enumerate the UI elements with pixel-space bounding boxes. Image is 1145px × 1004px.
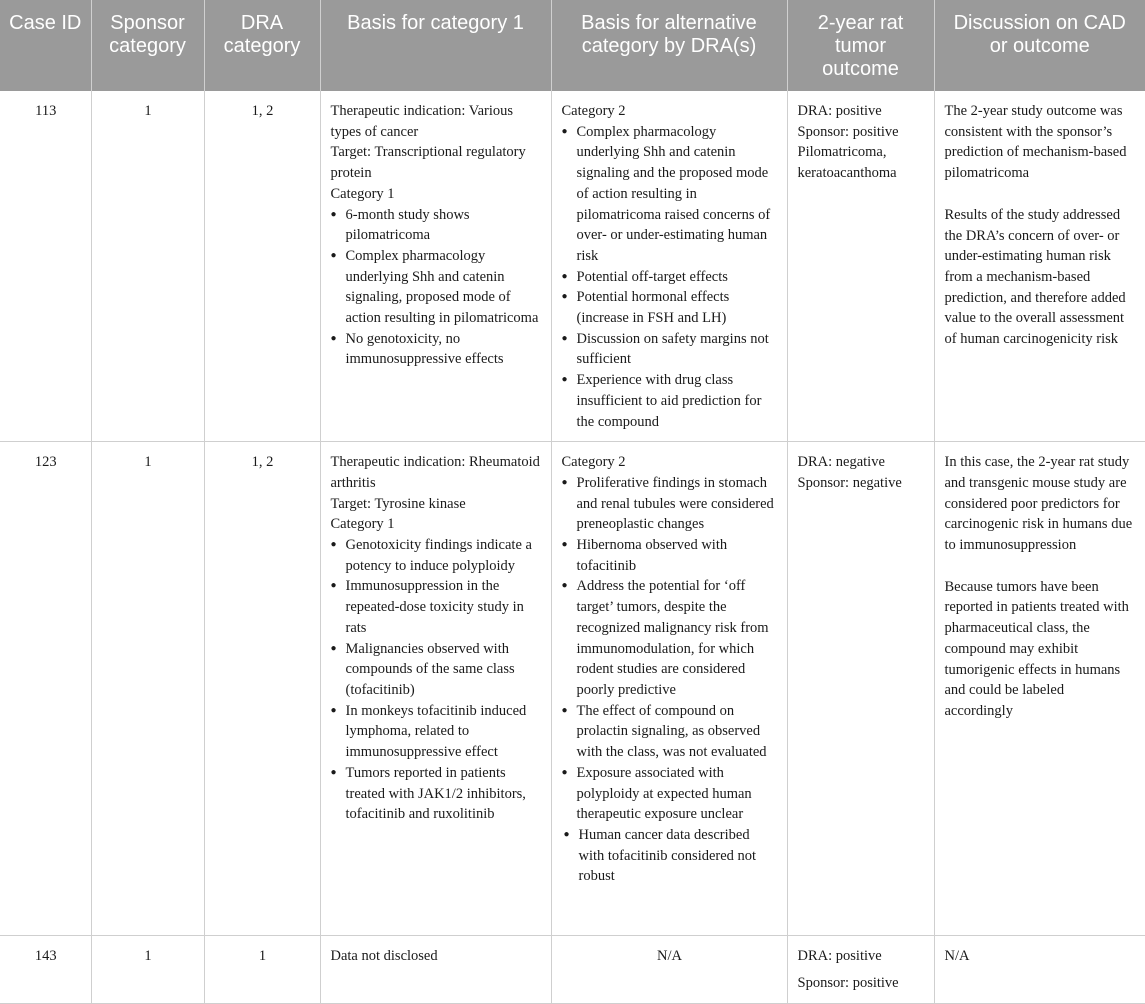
discussion-paragraph: Because tumors have been reported in patients treated with pharmaceutical class, the compound may exhibit tumorigenic effects in humans and could be labeled accordingly	[944, 578, 1129, 719]
discussion-cell	[934, 91, 1145, 442]
indication-line: Therapeutic indication: Various types of cancer	[330, 103, 514, 140]
bullet-item: ● Human cancer data described with tofacitinib considered not robust	[564, 825, 778, 887]
bullet-list	[562, 473, 778, 887]
sponsor-outcome: Sponsor: positive	[797, 974, 899, 991]
bullet-item: ● Complex pharmacology underlying Shh and catenin signaling and the proposed mode of action resulting in pilomatricoma raised concerns of over- or under-estimating human risk	[562, 122, 778, 267]
bullet-item: ● Hibernoma observed with tofacitinib	[562, 535, 778, 576]
table-header	[0, 0, 1145, 91]
dra-outcome: DRA: positive	[797, 948, 882, 965]
case-id-cell: 123	[0, 442, 91, 936]
table-row	[0, 936, 1145, 1004]
dra-outcome: DRA: negative	[797, 454, 885, 471]
header-rat-tumor-outcome: 2-year rat tumor outcome	[787, 0, 934, 91]
bullet-item: ● Tumors reported in patients treated with JAK1/2 inhibitors, tofacitinib and ruxolitinib	[331, 763, 542, 825]
header-basis-category-1: Basis for category 1	[320, 0, 551, 91]
header-discussion: Discussion on CAD or outcome	[934, 0, 1145, 91]
category-line: Category 1	[330, 516, 395, 533]
sponsor-category-cell: 1	[91, 442, 204, 936]
bullet-item: ● Address the potential for ‘off target’ tumors, despite the recognized malignancy risk from immunomodulation, for which rodent studies are considered poorly predictive	[562, 576, 778, 700]
sponsor-outcome: Sponsor: negative	[797, 474, 902, 491]
dra-category-cell: 1, 2	[204, 442, 320, 936]
bullet-item: ● No genotoxicity, no immunosuppressive effects	[331, 329, 542, 370]
basis-category-1-cell	[320, 442, 551, 936]
indication-line: Therapeutic indication: Rheumatoid arthritis	[330, 454, 540, 491]
bullet-item: ● Potential off-target effects	[562, 267, 778, 288]
bullet-item: ● The effect of compound on prolactin signaling, as observed with the class, was not evaluated	[562, 701, 778, 763]
header-case-id: Case ID	[0, 0, 91, 91]
dra-category-cell: 1	[204, 936, 320, 1004]
rat-tumor-outcome-cell	[787, 91, 934, 442]
bullet-item: ● In monkeys tofacitinib induced lymphoma, related to immunosuppressive effect	[331, 701, 542, 763]
bullet-list	[331, 205, 542, 371]
rat-tumor-outcome-cell	[787, 442, 934, 936]
header-dra-category: DRA category	[204, 0, 320, 91]
bullet-item: ● Proliferative findings in stomach and renal tubules were considered preneoplastic changes	[562, 473, 778, 535]
basis-category-1-cell	[320, 91, 551, 442]
discussion-paragraph: The 2-year study outcome was consistent with the sponsor’s prediction of mechanism-based pilomatricoma	[944, 103, 1127, 182]
basis-alternative-cell	[551, 91, 787, 442]
bullet-item: ● Malignancies observed with compounds of the same class (tofacitinib)	[331, 639, 542, 701]
category-line: Category 1	[330, 185, 395, 202]
sponsor-category-cell: 1	[91, 936, 204, 1004]
header-basis-alternative-category: Basis for alternative category by DRA(s)	[551, 0, 787, 91]
bullet-item: ● 6-month study shows pilomatricoma	[331, 205, 542, 246]
sponsor-category-cell: 1	[91, 91, 204, 442]
rat-tumor-outcome-cell	[787, 936, 934, 1004]
basis-alternative-cell: N/A	[551, 936, 787, 1004]
category-line: Category 2	[561, 454, 626, 471]
case-id-cell: 113	[0, 91, 91, 442]
dra-outcome: DRA: positive	[797, 103, 882, 119]
basis-alternative-cell	[551, 442, 787, 936]
bullet-item: ● Immunosuppression in the repeated-dose toxicity study in rats	[331, 576, 542, 638]
header-row	[0, 0, 1145, 91]
target-line: Target: Transcriptional regulatory protein	[330, 144, 526, 182]
bullet-item: ● Discussion on safety margins not sufficient	[562, 329, 778, 370]
table-body	[0, 91, 1145, 1004]
category-line: Category 2	[561, 103, 626, 119]
header-sponsor-category: Sponsor category	[91, 0, 204, 91]
bullet-item: ● Experience with drug class insufficient to aid prediction for the compound	[562, 370, 778, 432]
dra-category-cell: 1, 2	[204, 91, 320, 442]
sponsor-outcome: Sponsor: positive	[797, 123, 899, 140]
table-row	[0, 91, 1145, 442]
discussion-cell: N/A	[934, 936, 1145, 1004]
discussion-cell	[934, 442, 1145, 936]
bullet-list	[562, 122, 778, 433]
bullet-item: ● Exposure associated with polyploidy at expected human therapeutic exposure unclear	[562, 763, 778, 825]
discussion-paragraph: In this case, the 2-year rat study and transgenic mouse study are considered poor predictors for carcinogenic risk in humans due to immunosuppression	[944, 454, 1133, 554]
discussion-paragraph: Results of the study addressed the DRA’s concern of over- or under-estimating human risk from a mechanism-based prediction, and therefore added value to the overall assessment of human carcinogenicity risk	[944, 206, 1126, 348]
bullet-item: ● Complex pharmacology underlying Shh and catenin signaling, proposed mode of action resulting in pilomatricoma	[331, 246, 542, 329]
bullet-item: ● Potential hormonal effects (increase in FSH and LH)	[562, 287, 778, 328]
table-row	[0, 442, 1145, 936]
tumor-types: Pilomatricoma, keratoacanthoma	[797, 144, 897, 182]
target-line: Target: Tyrosine kinase	[330, 495, 466, 512]
case-id-cell: 143	[0, 936, 91, 1004]
bullet-item: ● Genotoxicity findings indicate a potency to induce polyploidy	[331, 535, 542, 576]
basis-category-1-cell: Data not disclosed	[320, 936, 551, 1004]
bullet-list	[331, 535, 542, 825]
